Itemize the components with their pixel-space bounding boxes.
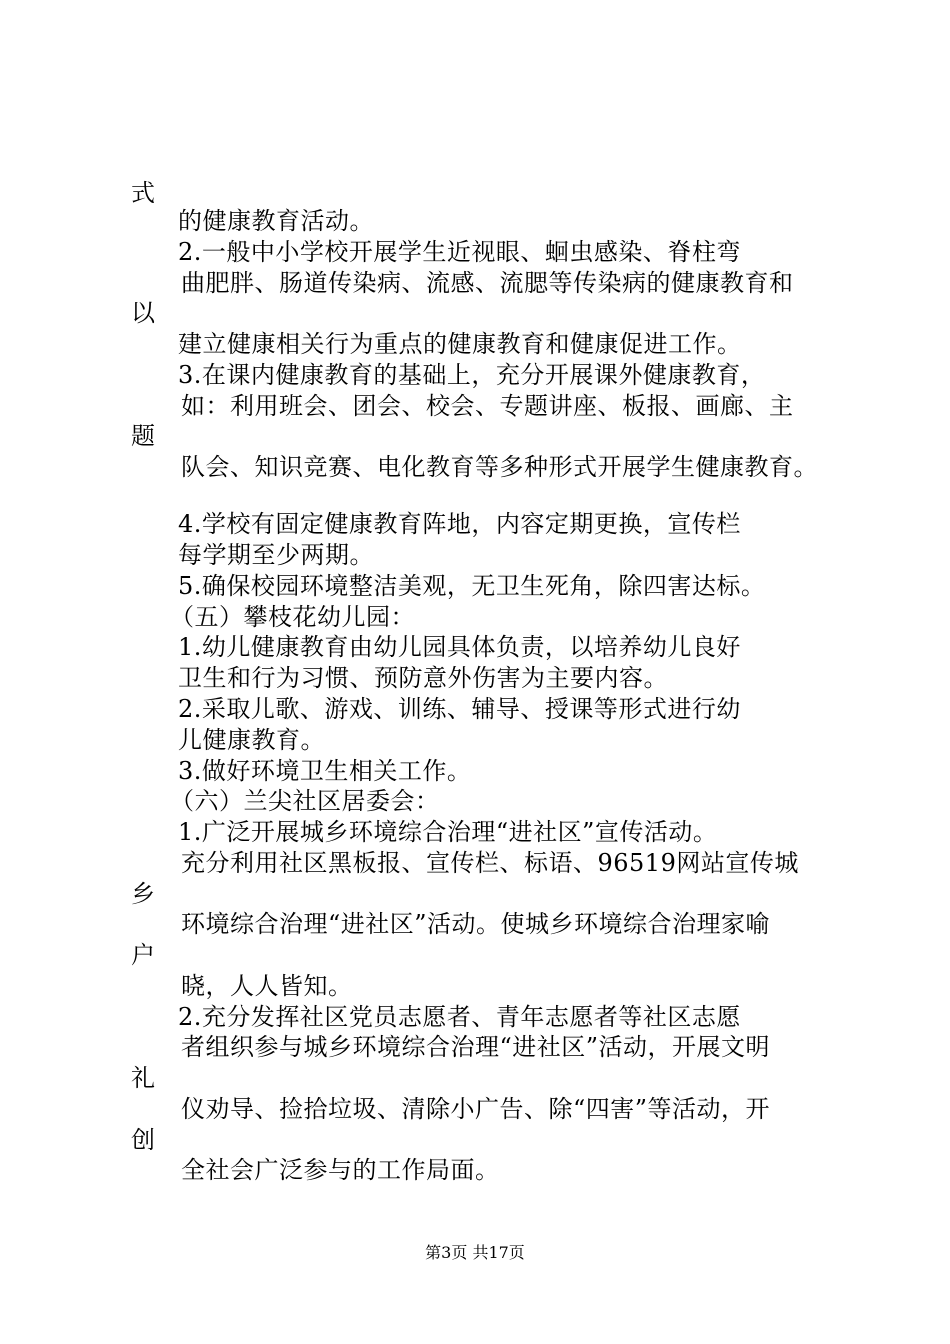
text-line: 户 — [131, 941, 156, 969]
text-line: 题 — [131, 422, 156, 450]
text-line: 3.在课内健康教育的基础上，充分开展课外健康教育， — [178, 361, 766, 389]
text-line: 2.采取儿歌、游戏、训练、辅导、授课等形式进行幼 — [178, 695, 741, 723]
text-line: （五）攀枝花幼儿园： — [170, 603, 415, 631]
text-line: 卫生和行为习惯、预防意外伤害为主要内容。 — [178, 664, 668, 692]
text-line: 4.学校有固定健康教育阵地，内容定期更换，宣传栏 — [178, 510, 741, 538]
text-line: 晓，人人皆知。 — [181, 972, 353, 1000]
text-line: 1.幼儿健康教育由幼儿园具体负责，以培养幼儿良好 — [178, 633, 741, 661]
text-line: 乡 — [131, 880, 156, 908]
text-line: 以 — [131, 299, 156, 327]
text-line: 建立健康相关行为重点的健康教育和健康促进工作。 — [178, 330, 742, 358]
text-line: 曲肥胖、肠道传染病、流感、流腮等传染病的健康教育和 — [181, 269, 794, 297]
text-line: 2.充分发挥社区党员志愿者、青年志愿者等社区志愿 — [178, 1003, 741, 1031]
text-line: 1.广泛开展城乡环境综合治理“进社区”宣传活动。 — [178, 818, 718, 846]
text-line: 5.确保校园环境整洁美观，无卫生死角，除四害达标。 — [178, 572, 766, 600]
text-line: 2.一般中小学校开展学生近视眼、蛔虫感染、脊柱弯 — [178, 238, 741, 266]
text-line: （六）兰尖社区居委会： — [170, 787, 440, 815]
text-line: 充分利用社区黑板报、宣传栏、标语、96519网站宣传城 — [181, 849, 799, 877]
text-line: 队会、知识竞赛、电化教育等多种形式开展学生健康教育。 — [181, 453, 818, 481]
text-line: 礼 — [131, 1064, 156, 1092]
text-line: 儿健康教育。 — [178, 726, 325, 754]
text-line: 环境综合治理“进社区”活动。使城乡环境综合治理家喻 — [181, 910, 771, 938]
text-line: 式 — [131, 179, 156, 207]
text-line: 的健康教育活动。 — [178, 207, 374, 235]
text-line: 仪劝导、捡拾垃圾、清除小广告、除“四害”等活动，开 — [181, 1095, 771, 1123]
text-line: 全社会广泛参与的工作局面。 — [181, 1156, 500, 1184]
text-line: 每学期至少两期。 — [178, 541, 374, 569]
page-number-footer: 第3页 共17页 — [425, 1243, 525, 1262]
text-line: 创 — [131, 1126, 156, 1154]
text-line: 如：利用班会、团会、校会、专题讲座、板报、画廊、主 — [181, 392, 794, 420]
text-line: 3.做好环境卫生相关工作。 — [178, 757, 472, 785]
text-line: 者组织参与城乡环境综合治理“进社区”活动，开展文明 — [181, 1033, 771, 1061]
